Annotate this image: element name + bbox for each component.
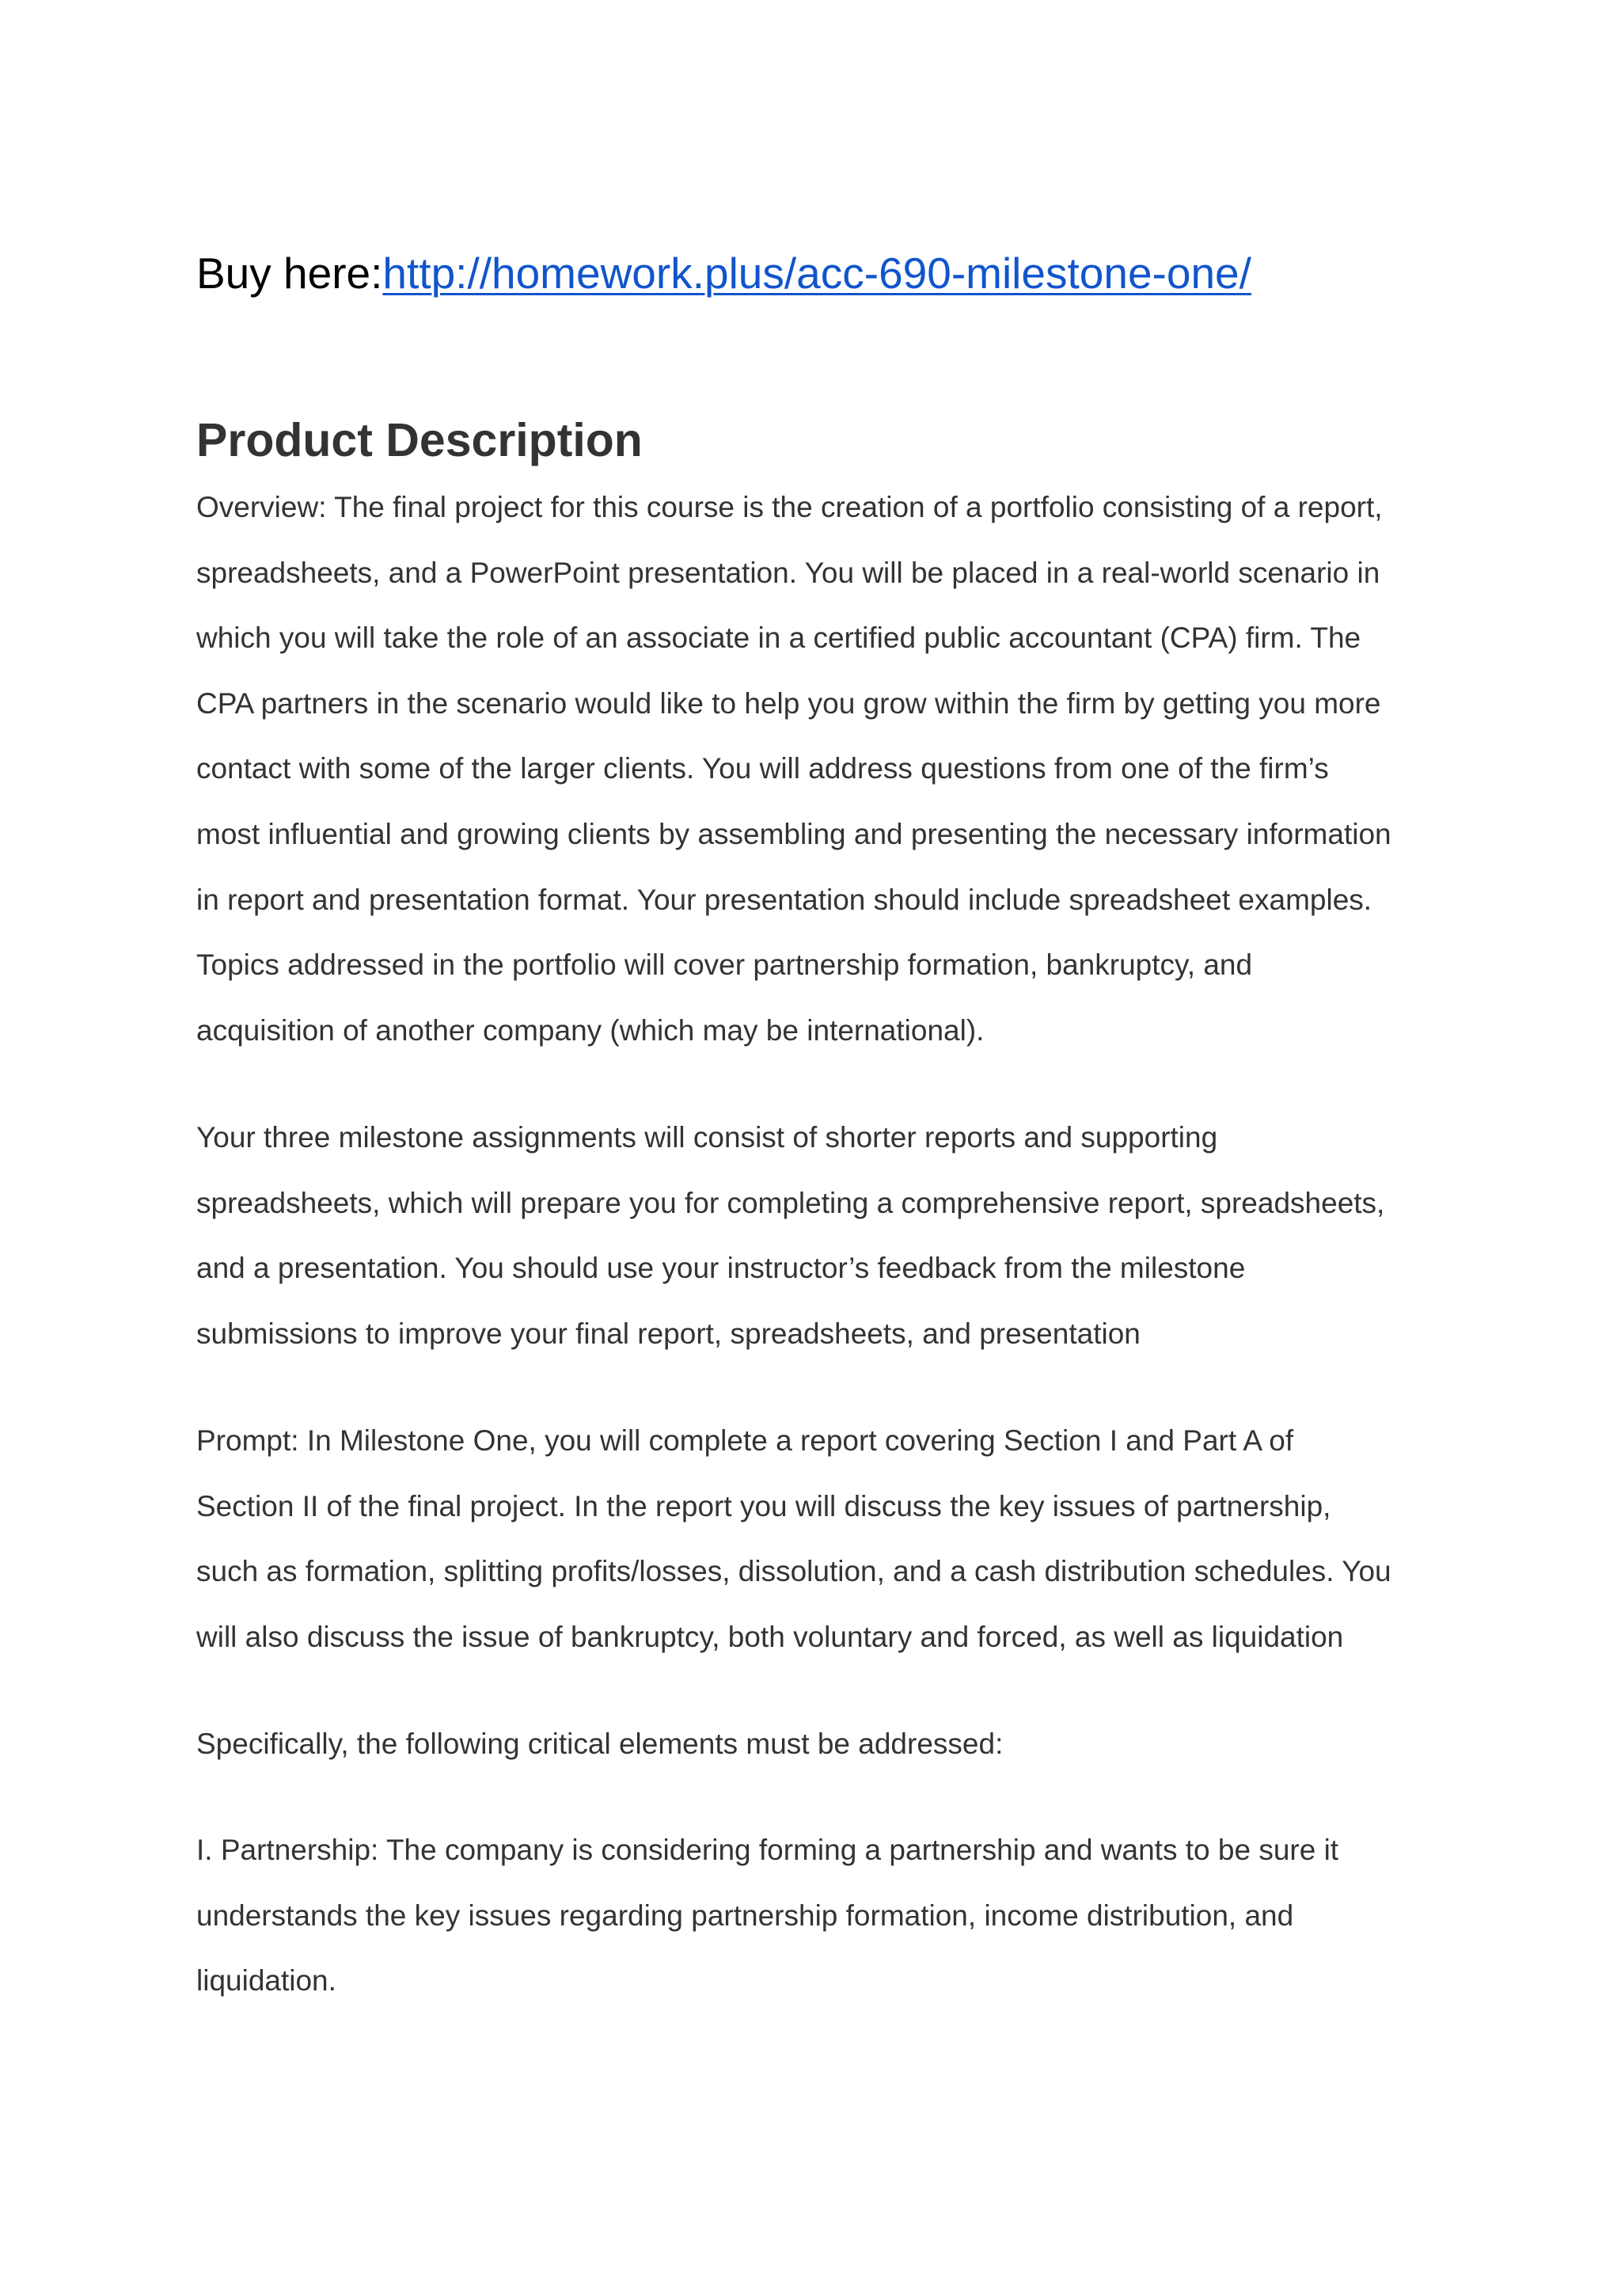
partnership-paragraph xyxy=(196,1818,1338,2014)
text-line: spreadsheets, and a PowerPoint presentation. You will be placed in a real-world scenario in xyxy=(196,556,1380,589)
text-line: contact with some of the larger clients. You will address questions from one of the firm’s xyxy=(196,752,1329,785)
buy-label: Buy here: xyxy=(196,249,383,298)
buy-line xyxy=(196,247,1251,299)
text-line: acquisition of another company (which may be international). xyxy=(196,1013,985,1047)
overview-paragraph xyxy=(196,475,1391,1063)
page-title: Product Description xyxy=(196,414,643,466)
prompt-paragraph xyxy=(196,1408,1391,1670)
buy-link[interactable]: http://homework.plus/acc-690-milestone-one/ xyxy=(382,249,1251,298)
text-line: most influential and growing clients by assembling and presenting the necessary information xyxy=(196,817,1391,850)
milestones-paragraph xyxy=(196,1105,1384,1367)
text-line: Your three milestone assignments will consist of shorter reports and supporting xyxy=(196,1121,1218,1154)
text-line: CPA partners in the scenario would like to help you grow within the firm by getting you more xyxy=(196,686,1381,720)
text-line: Prompt: In Milestone One, you will complete a report covering Section I and Part A of xyxy=(196,1424,1294,1457)
text-line: submissions to improve your final report, spreadsheets, and presentation xyxy=(196,1317,1141,1350)
text-line: spreadsheets, which will prepare you for completing a comprehensive report, spreadsheets, xyxy=(196,1186,1385,1219)
text-line: liquidation. xyxy=(196,1964,336,1998)
text-line: such as formation, splitting profits/losses, dissolution, and a cash distribution schedules. You xyxy=(196,1555,1391,1588)
text-line: Overview: The final project for this course is the creation of a portfolio consisting of a report, xyxy=(196,491,1383,523)
text-line: will also discuss the issue of bankruptcy, both voluntary and forced, as well as liquidation xyxy=(196,1620,1344,1653)
text-line: in report and presentation format. Your presentation should include spreadsheet examples. xyxy=(196,883,1372,916)
text-line: Specifically, the following critical elements must be addressed: xyxy=(196,1728,1004,1760)
critical-elements-paragraph xyxy=(196,1712,1003,1777)
text-line: understands the key issues regarding partnership formation, income distribution, and xyxy=(196,1899,1294,1932)
text-line: I. Partnership: The company is considering forming a partnership and wants to be sure it xyxy=(196,1834,1339,1866)
text-line: which you will take the role of an associate in a certified public accountant (CPA) firm. The xyxy=(196,622,1361,655)
text-line: Section II of the final project. In the report you will discuss the key issues of partnership, xyxy=(196,1489,1331,1522)
text-line: Topics addressed in the portfolio will cover partnership formation, bankruptcy, and xyxy=(196,948,1253,982)
text-line: and a presentation. You should use your instructor’s feedback from the milestone xyxy=(196,1252,1246,1285)
